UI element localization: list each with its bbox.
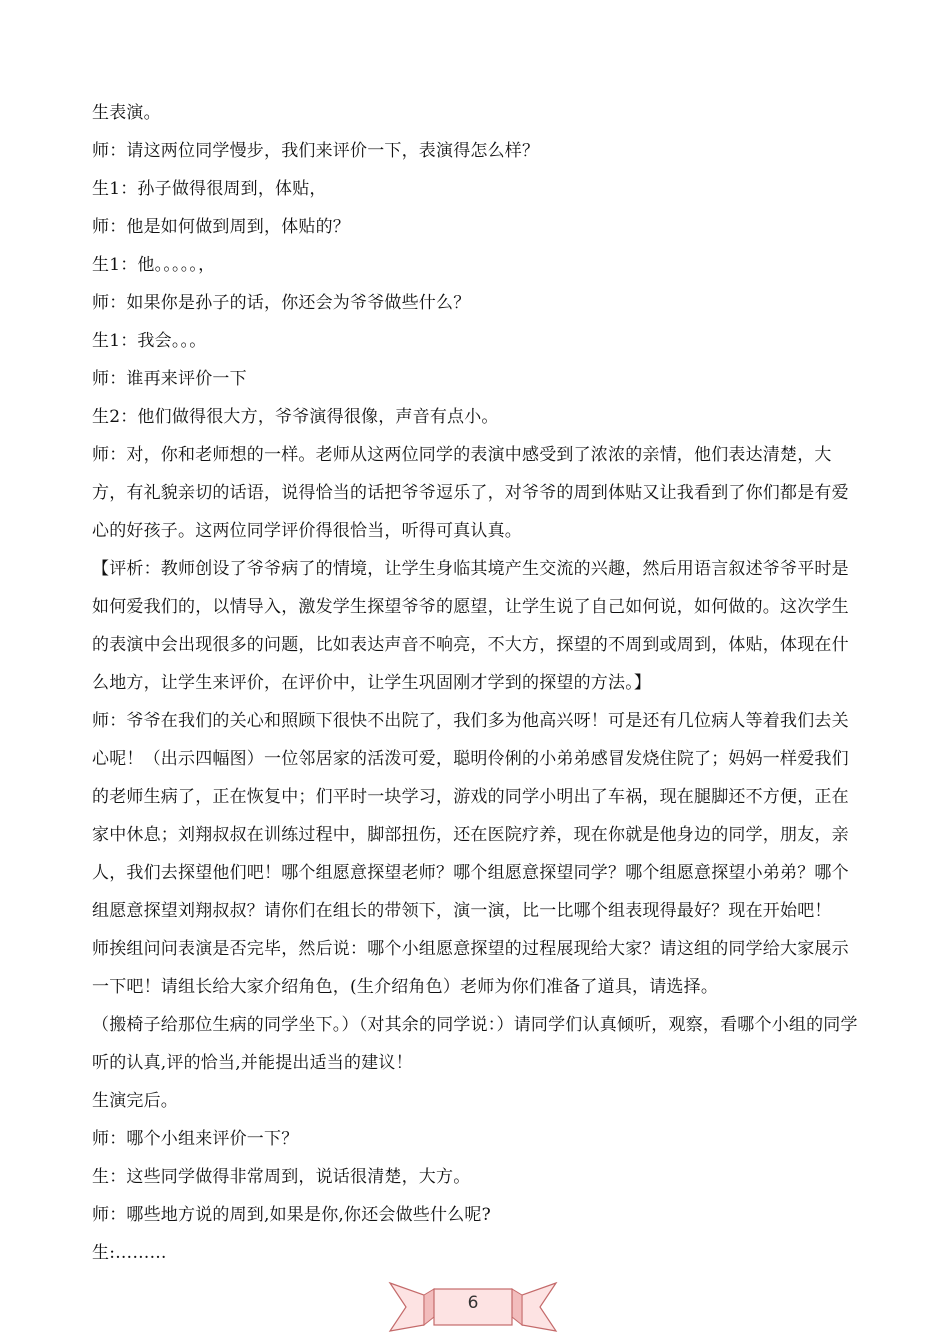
paragraph: 生2：他们做得很大方，爷爷演得很像，声音有点小。 <box>92 407 499 427</box>
paragraph: （搬椅子给那位生病的同学坐下。）（对其余的同学说：）请同学们认真倾听，观察，看哪个小组的同学听的认真,评的恰当,并能提出适当的建议！ <box>92 1015 858 1073</box>
page-number: 6 <box>467 1293 479 1313</box>
paragraph: 师：他是如何做到周到，体贴的？ <box>92 217 350 237</box>
paragraph: 师挨组问问表演是否完毕，然后说：哪个小组愿意探望的过程展现给大家？请这组的同学给大家展示一下吧！请组长给大家介绍角色，(生介绍角色）老师为你们准备了道具，请选择。 <box>92 939 849 997</box>
paragraph: 师：爷爷在我们的关心和照顾下很快不出院了，我们多为他高兴呀！可是还有几位病人等着我们去关心呢！（出示四幅图）一位邻居家的活泼可爱，聪明伶俐的小弟弟感冒发烧住院了；妈妈一样爱我们的老师生病了，正在恢复中；们平时一块学习，游戏的同学小明出了车祸，现在腿脚还不方便，正在家中休息；刘翔叔叔在训练过程中，脚部扭伤，还在医院疗养，现在你就是他身边的同学，朋友，亲人，我们去探望他们吧！哪个组愿意探望老师？哪个组愿意探望同学？哪个组愿意探望小弟弟？哪个组愿意探望刘翔叔叔？请你们在组长的带领下，演一演，比一比哪个组表现得最好？现在开始吧！ <box>92 711 849 921</box>
document-body <box>92 94 864 1272</box>
page-footer <box>388 1273 558 1333</box>
paragraph: 生:……… <box>92 1243 167 1263</box>
paragraph: 生1：孙子做得很周到，体贴， <box>92 179 327 199</box>
paragraph: 师：请这两位同学慢步，我们来评价一下，表演得怎么样？ <box>92 141 540 161</box>
paragraph: 生演完后。 <box>92 1091 178 1111</box>
paragraph: 师：对，你和老师想的一样。老师从这两位同学的表演中感受到了浓浓的亲情，他们表达清楚，大方，有礼貌亲切的话语，说得恰当的话把爷爷逗乐了，对爷爷的周到体贴又让我看到了你们都是有爱心的好孩子。这两位同学评价得很恰当，听得可真认真。 <box>92 445 849 541</box>
paragraph: 师：如果你是孙子的话，你还会为爷爷做些什么？ <box>92 293 471 313</box>
paragraph: 生1：我会。。。 <box>92 331 207 351</box>
paragraph: 生：这些同学做得非常周到，说话很清楚，大方。 <box>92 1167 471 1187</box>
paragraph: 师：哪些地方说的周到,如果是你,你还会做些什么呢? <box>92 1205 491 1225</box>
paragraph: 师：谁再来评价一下 <box>92 369 247 389</box>
paragraph: 生表演。 <box>92 103 161 123</box>
paragraph: 生1：他。。。。。， <box>92 255 216 275</box>
commentary-paragraph: 【评析：教师创设了爷爷病了的情境，让学生身临其境产生交流的兴趣，然后用语言叙述爷爷平时是如何爱我们的，以情导入，激发学生探望爷爷的愿望，让学生说了自己如何说，如何做的。这次学生的表演中会出现很多的问题，比如表达声音不响亮，不大方，探望的不周到或周到，体贴，体现在什么地方，让学生来评价，在评价中，让学生巩固刚才学到的探望的方法。】 <box>92 559 849 693</box>
paragraph: 师：哪个小组来评价一下？ <box>92 1129 299 1149</box>
